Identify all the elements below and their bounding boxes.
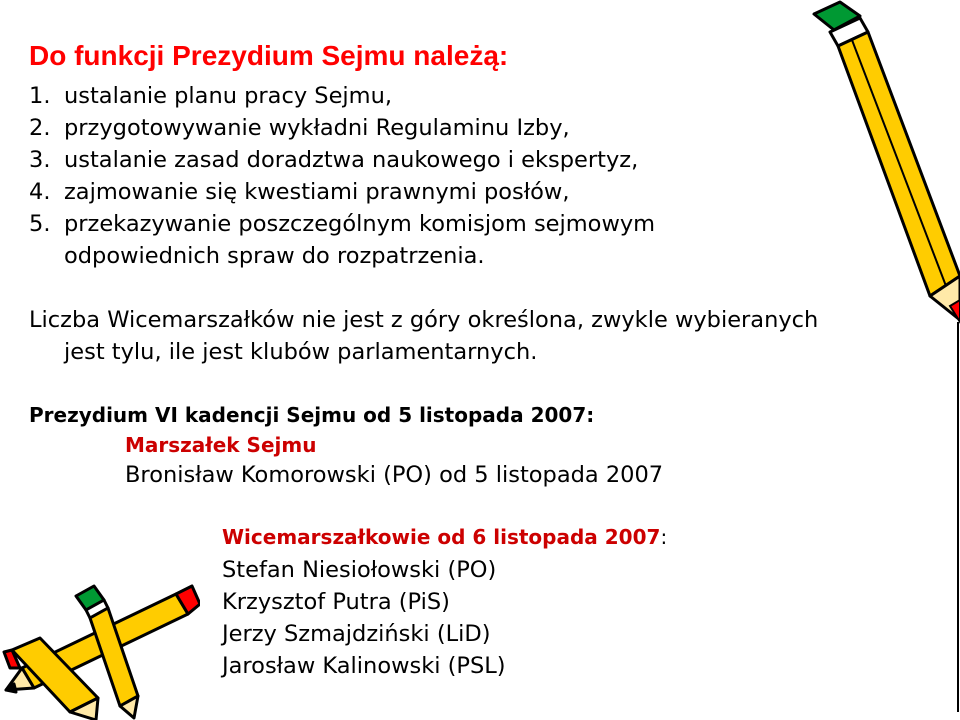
- list-item-text: zajmowanie się kwestiami prawnymi posłów,: [64, 179, 570, 205]
- vice-marshals-heading-text: Wicemarszałkowie od 6 listopada 2007: [222, 525, 661, 549]
- list-item-number: 2.: [29, 115, 51, 141]
- list-item-number: 1.: [29, 83, 51, 109]
- list-item-text: ustalanie zasad doradztwa naukowego i ekspertyz,: [64, 147, 639, 173]
- crossed-pencils-icon: [0, 556, 200, 720]
- list-item-number: 3.: [29, 147, 51, 173]
- list-item: Jarosław Kalinowski (PSL): [222, 653, 506, 679]
- vice-marshals-heading-colon: :: [660, 525, 668, 549]
- list-item-text: przygotowywanie wykładni Regulaminu Izby,: [64, 115, 570, 141]
- list-item-number: 4.: [29, 179, 51, 205]
- list-item: Stefan Niesiołowski (PO): [222, 557, 497, 583]
- list-item: Krzysztof Putra (PiS): [222, 589, 450, 615]
- slide-title: Do funkcji Prezydium Sejmu należą:: [29, 40, 509, 71]
- list-item-number: 5.: [29, 211, 51, 237]
- vice-marshal-count-note: Liczba Wicemarszałków nie jest z góry określona, zwykle wybieranych jest tylu, ile jest klubów parlamentarnych.: [29, 307, 819, 365]
- pencil-icon: [800, 0, 960, 720]
- list-item: [29, 112, 784, 144]
- presidium-heading: Prezydium VI kadencji Sejmu od 5 listopada 2007:: [29, 403, 595, 427]
- list-item-text: ustalanie planu pracy Sejmu,: [64, 83, 392, 109]
- list-item: [29, 80, 784, 112]
- duties-list: [29, 80, 784, 272]
- vice-marshals-list: [222, 554, 506, 682]
- vice-marshals-heading: [222, 522, 667, 552]
- list-item: [29, 144, 784, 176]
- marshal-heading: Marszałek Sejmu: [125, 433, 317, 457]
- list-item: Jerzy Szmajdziński (LiD): [222, 621, 491, 647]
- list-item: [29, 176, 784, 208]
- marshal-name: Bronisław Komorowski (PO) od 5 listopada 2007: [125, 462, 664, 488]
- list-item: [29, 208, 784, 272]
- list-item-text: przekazywanie poszczególnym komisjom sejmowym odpowiednich spraw do rozpatrzenia.: [64, 211, 656, 269]
